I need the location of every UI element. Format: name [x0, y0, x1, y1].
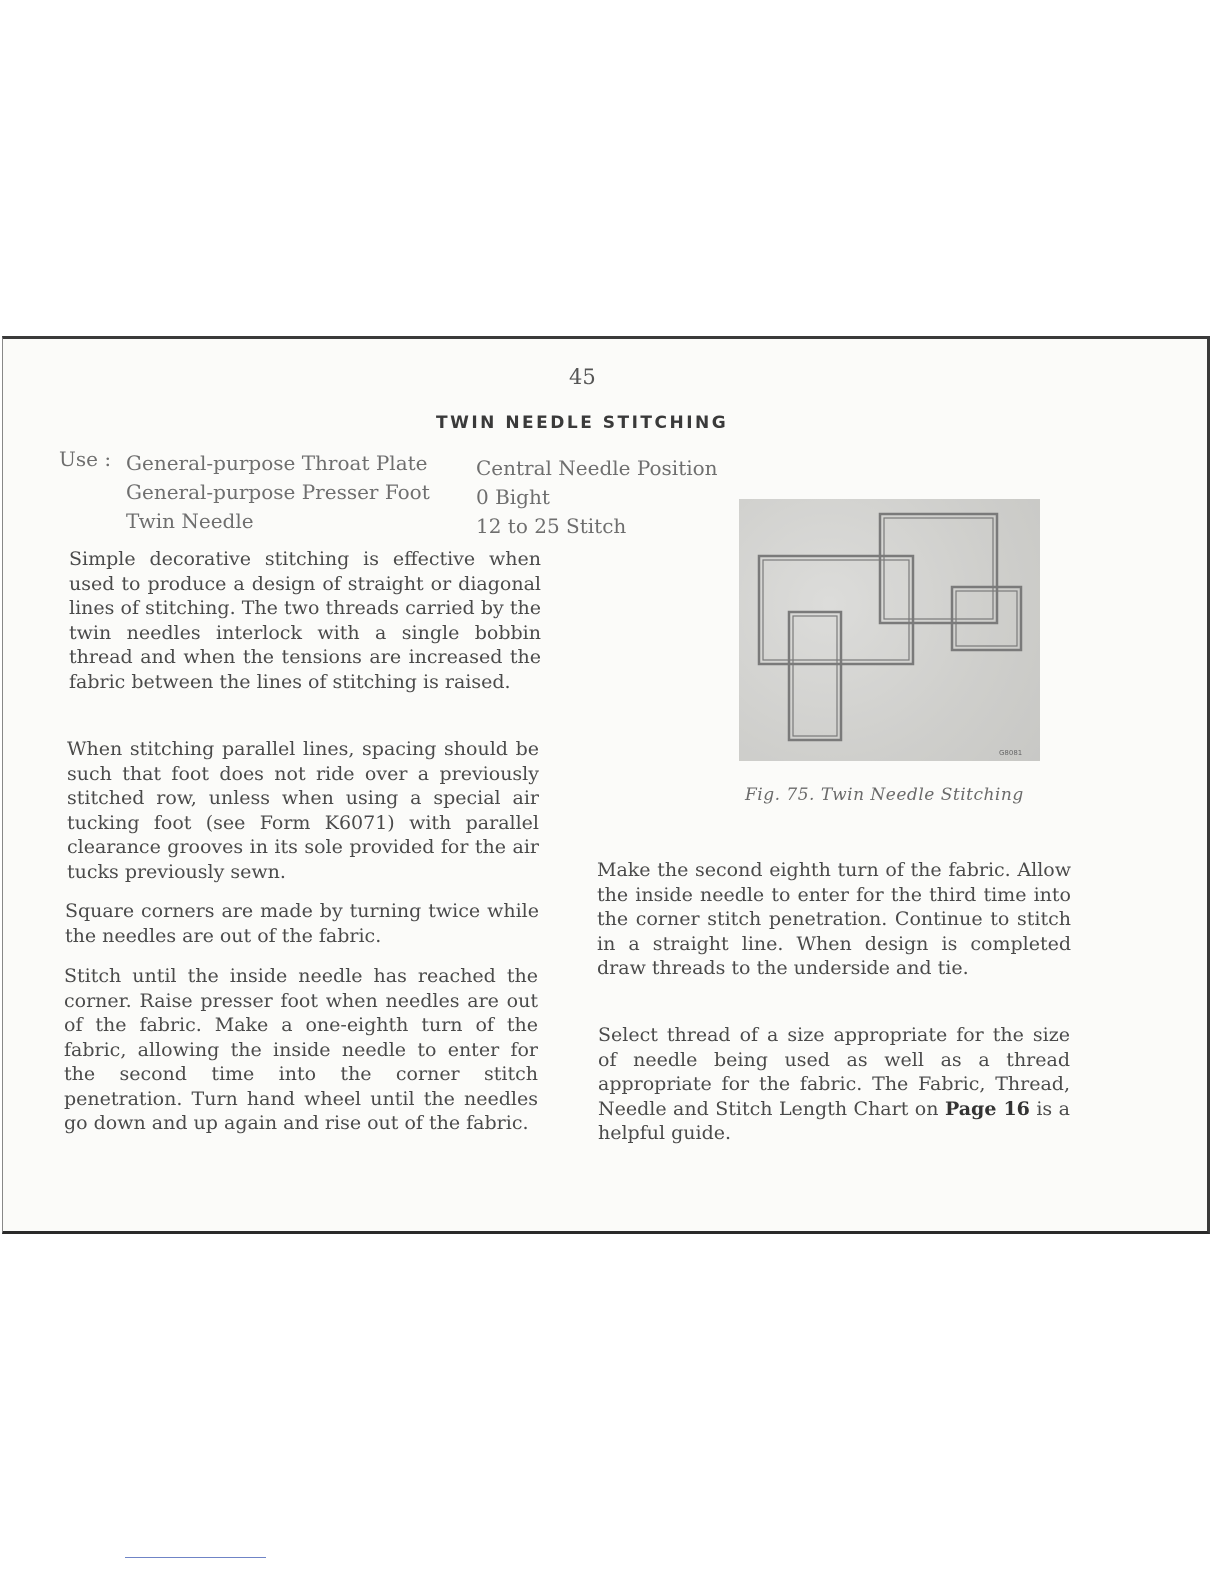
- page-number: 45: [569, 365, 596, 389]
- paragraph-thread-selection: [598, 1023, 1070, 1146]
- footer-rule: [125, 1557, 266, 1558]
- paragraph-intro: Simple decorative stitching is effective when used to produce a design of straight or diagonal lines of stitching. The two threads carried by the twin needles interlock with a single bobbin thread and when the tensions are increased the fabric between the lines of stitching is raised.: [69, 548, 541, 693]
- manual-page: [2, 336, 1210, 1234]
- paragraph-corner-steps: Stitch until the inside needle has reached the corner. Raise presser foot when needles are out of the fabric. Make a one-eighth turn of the fabric, allowing the inside needle to enter for the second time into the corner stitch penetration. Turn hand wheel until the needles go down and up again and rise out of the fabric.: [64, 965, 538, 1134]
- stitch-square: [763, 560, 909, 660]
- use-setting: 12 to 25 Stitch: [476, 514, 627, 538]
- paragraph-parallel-lines: When stitching parallel lines, spacing should be such that foot does not ride over a previously stitched row, unless when using a special air tucking foot (see Form K6071) with parallel clearance grooves in its sole provided for the air tucks previously sewn.: [67, 738, 539, 883]
- paragraph-second-turn: Make the second eighth turn of the fabric. Allow the inside needle to enter for the third time into the corner stitch penetration. Continue to stitch in a straight line. When design is completed draw threads to the underside and tie.: [597, 859, 1071, 979]
- stitch-square: [880, 514, 997, 623]
- use-part: General-purpose Throat Plate: [126, 451, 428, 475]
- page-title: TWIN NEEDLE STITCHING: [436, 413, 729, 433]
- use-part: Twin Needle: [126, 509, 254, 533]
- twin-needle-stitching-photo: [739, 499, 1040, 761]
- stitch-square: [884, 518, 993, 619]
- use-label: Use :: [59, 447, 112, 471]
- use-setting: 0 Bight: [476, 485, 550, 509]
- use-settings-list: [476, 454, 718, 541]
- stitched-squares-illustration: [739, 499, 1040, 761]
- use-setting: Central Needle Position: [476, 456, 718, 480]
- paragraph-text: Select thread of a size appropriate for the size of needle being used as well as a thread appropriate for the fabric. The Fabric, Thread, Needle and Stitch Length Chart on: [598, 1024, 1070, 1120]
- use-parts-list: [126, 449, 430, 536]
- stitch-square: [793, 616, 837, 736]
- page-reference-link[interactable]: Page 16: [944, 1097, 1030, 1120]
- stitch-lines: [759, 514, 1021, 740]
- paragraph-text: is a helpful guide.: [598, 1097, 1070, 1144]
- figure-code: G8081: [999, 749, 1023, 757]
- stitch-square: [759, 556, 913, 664]
- use-part: General-purpose Presser Foot: [126, 480, 430, 504]
- paragraph-square-corners: Square corners are made by turning twice while the needles are out of the fabric.: [65, 900, 539, 947]
- figure-caption: Fig. 75. Twin Needle Stitching: [745, 785, 1024, 805]
- stitch-square: [789, 612, 841, 740]
